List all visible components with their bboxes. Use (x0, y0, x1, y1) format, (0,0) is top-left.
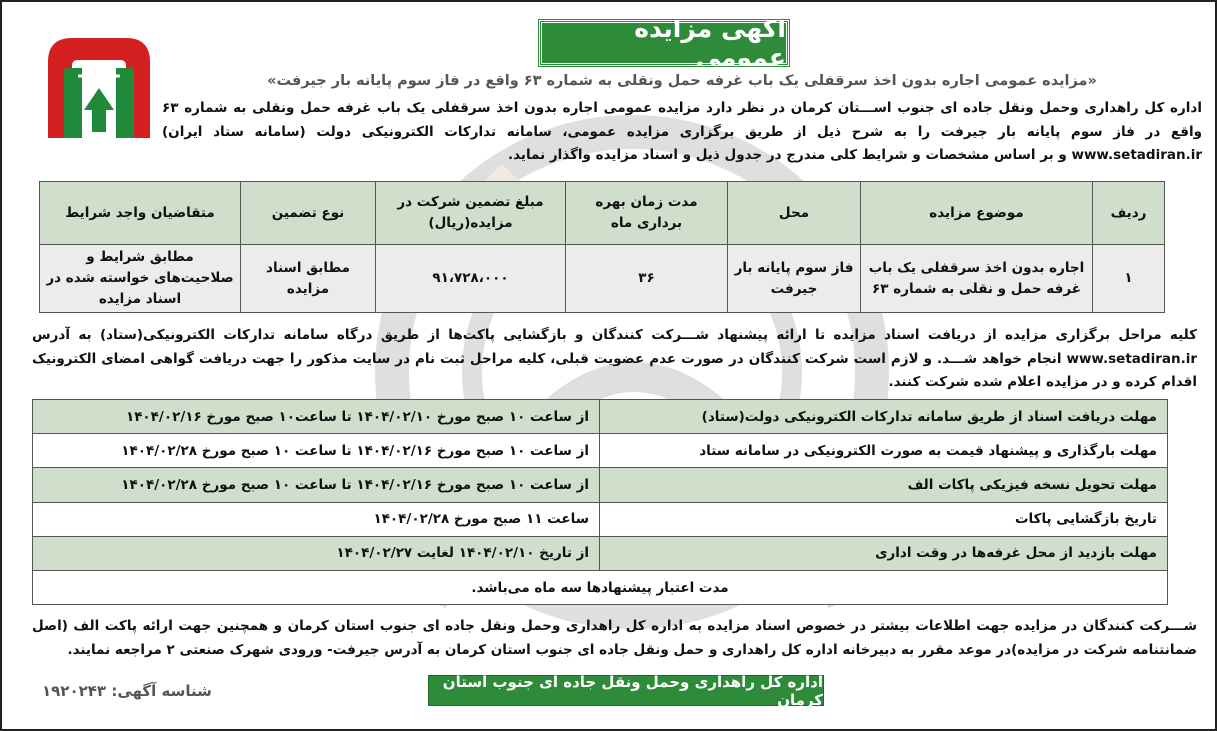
cell-duration: ۳۶ (566, 245, 728, 313)
footer-organization: اداره کل راهداری وحمل ونقل جاده ای جنوب استان کرمان (428, 675, 824, 706)
notice-subtitle: «مزایده عمومی اجاره بدون اخذ سرقفلی یک باب غرفه حمل ونقلی به شماره ۶۳ واقع در فاز سوم پایانه بار جیرفت» (267, 73, 1097, 89)
cell-location: فاز سوم پایانه بار جیرفت (728, 245, 861, 313)
intro-paragraph: اداره کل راهداری وحمل ونقل جاده ای جنوب اســـتان کرمان در نظر دارد مزایده عمومی اجاره بدون اخذ سرقفلی یک باب غرفه حمل ونقلی به شماره ۶۳ واقع در فاز سوم پایانه بار جیرفت را به شرح ذیل از طریق برگزاری مزایده عمومی، سامانه تدارکات الکترونیکی دولت (سامانه ستاد ایران) www.setadiran.ir و بر اساس مشخصات و شرایط کلی مندرج در جدول ذیل و اسناد مزایده واگذار نماید. (162, 100, 1202, 163)
schedule-row (33, 536, 1168, 570)
schedule-row (33, 400, 1168, 434)
schedule-value: از ساعت ۱۰ صبح مورخ ۱۴۰۴/۰۲/۱۰ تا ساعت۱۰ صبح مورخ ۱۴۰۴/۰۲/۱۶ (33, 400, 600, 434)
header-eligible-applicants: متقاضیان واجد شرایط (40, 182, 241, 245)
header-subject: موضوع مزایده (861, 182, 1093, 245)
header-duration: مدت زمان بهره برداری ماه (566, 182, 728, 245)
header-row-number: ردیف (1093, 182, 1165, 245)
cell-row-number: ۱ (1093, 245, 1165, 313)
schedule-table (32, 399, 1168, 605)
schedule-label: مهلت دریافت اسناد از طریق سامانه تدارکات الکترونیکی دولت(ستاد) (600, 400, 1168, 434)
schedule-label: مهلت تحویل نسخه فیزیکی پاکات الف (600, 468, 1168, 502)
procedure-paragraph: کلیه مراحل برگزاری مزایده از دریافت اسناد مزایده تا ارائه پیشنهاد شـــرکت کنندگان و بازگشایی پاکت‌ها از طریق درگاه سامانه تدارکات الکترونیکی(ستاد) به آدرس www.setadiran.ir انجام خواهد شـــد. و لازم است شرکت کنندگان در صورت عدم عضویت قبلی، کلیه مراحل ثبت نام در سایت مذکور را جهت دریافت گواهی امضای الکترونیک اقدام کرده و در مزایده اعلام شده شرکت کنند. (32, 327, 1197, 390)
cell-subject: اجاره بدون اخذ سرقفلی یک باب غرفه حمل و نقلی به شماره ۶۳ (861, 245, 1093, 313)
header-guarantee-type: نوع تضمین (241, 182, 376, 245)
schedule-row (33, 502, 1168, 536)
cell-guarantee-amount: ۹۱،۷۲۸،۰۰۰ (376, 245, 566, 313)
schedule-value: ساعت ۱۱ صبح مورخ ۱۴۰۴/۰۲/۲۸ (33, 502, 600, 536)
cell-guarantee-type: مطابق اسناد مزایده (241, 245, 376, 313)
header-guarantee-amount: مبلغ تضمین شرکت در مزایده(ریال) (376, 182, 566, 245)
page-title: آگهی مزایده عمومی (539, 20, 789, 66)
contact-paragraph: شـــرکت کنندگان در مزایده جهت اطلاعات بیشتر در خصوص اسناد مزایده به اداره کل راهداری وحمل ونقل جاده ای جنوب استان کرمان و همچنین جهت ارائه پاکت الف (اصل ضمانتنامه شرکت در مزایده)در موعد مقرر به دبیرخانه اداره کل راهداری و حمل ونقل جاده ای جنوب استان کرمان به آدرس جیرفت- ورودی شهرک صنعتی ۲ مراجعه نمایند. (32, 618, 1197, 658)
schedule-label: تاریخ بازگشایی پاکات (600, 502, 1168, 536)
schedule-label: مهلت بازدید از محل غرفه‌ها در وقت اداری (600, 536, 1168, 570)
header-location: محل (728, 182, 861, 245)
validity-row (33, 570, 1168, 604)
schedule-row (33, 468, 1168, 502)
schedule-value: از ساعت ۱۰ صبح مورخ ۱۴۰۴/۰۲/۱۶ تا ساعت ۱۰ صبح مورخ ۱۴۰۴/۰۲/۲۸ (33, 434, 600, 468)
validity-text: مدت اعتبار پیشنهادها سه ماه می‌باشد. (33, 570, 1168, 604)
ad-id: شناسه آگهی: ۱۹۲۰۲۴۳ (42, 682, 212, 700)
table-header-row (40, 182, 1165, 245)
schedule-label: مهلت بارگذاری و پیشنهاد قیمت به صورت الکترونیکی در سامانه ستاد (600, 434, 1168, 468)
road-organization-logo-icon (42, 32, 156, 144)
auction-details-table (39, 181, 1165, 313)
table-row (40, 245, 1165, 313)
schedule-row (33, 434, 1168, 468)
cell-eligible-applicants: مطابق شرایط و صلاحیت‌های خواسته شده در اسناد مزایده (40, 245, 241, 313)
schedule-value: از ساعت ۱۰ صبح مورخ ۱۴۰۴/۰۲/۱۶ تا ساعت ۱۰ صبح مورخ ۱۴۰۴/۰۲/۲۸ (33, 468, 600, 502)
schedule-value: از تاریخ ۱۴۰۴/۰۲/۱۰ لغایت ۱۴۰۴/۰۲/۲۷ (33, 536, 600, 570)
